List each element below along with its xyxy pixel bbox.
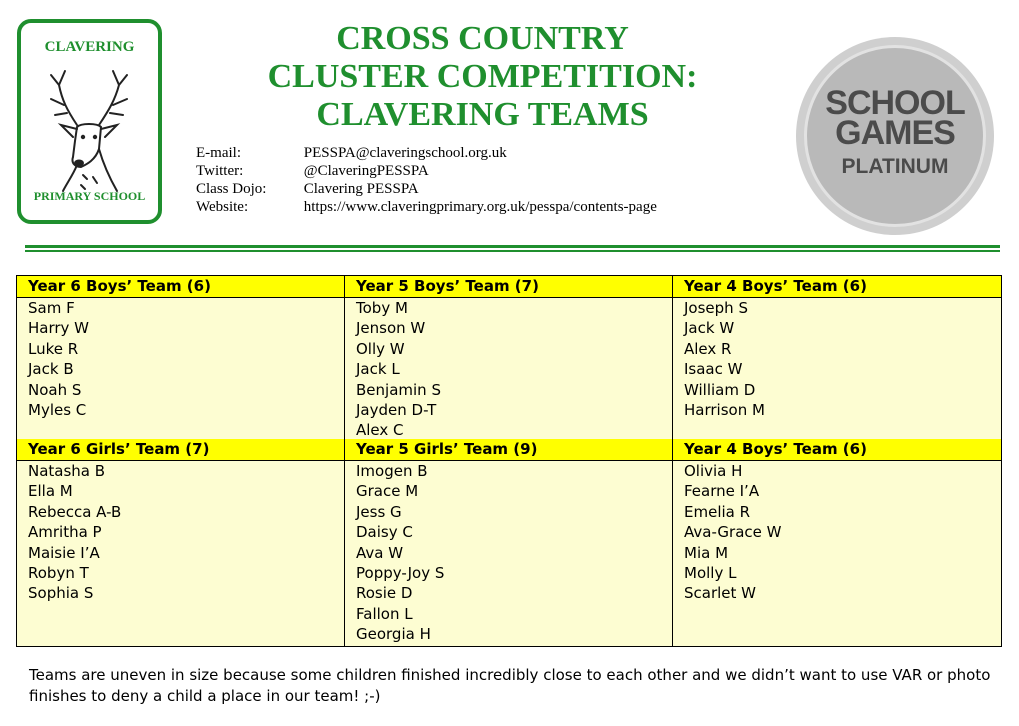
team-member: Toby M [356, 299, 408, 317]
team-member: Grace M [356, 482, 419, 501]
team-member: Alex C [356, 421, 404, 440]
team-member: Jack B [28, 360, 74, 379]
contact-label: Class Dojo: [196, 181, 267, 197]
team-member: Emelia R [684, 502, 751, 521]
team-member: Joseph S [684, 299, 748, 317]
contact-twitter [196, 162, 657, 180]
team-member: Maisie I’A [28, 543, 100, 562]
stag-icon [37, 65, 142, 195]
team-member: Rosie D [356, 584, 413, 603]
badge-title [807, 84, 983, 152]
contact-value: PESSPA@claveringschool.org.uk [303, 145, 507, 161]
contact-value: https://www.claveringprimary.org.uk/pesspa/contents-page [303, 199, 657, 215]
contact-details [196, 144, 657, 216]
team-member: Mia M [684, 543, 729, 562]
team-header: Year 5 Girls’ Team (9) [345, 439, 672, 461]
team-cell [17, 276, 345, 439]
team-member: Jack W [684, 319, 735, 338]
team-member: Benjamin S [356, 380, 441, 399]
team-member: Alex R [684, 339, 732, 358]
team-member: Jack L [356, 360, 400, 379]
title-line: CLAVERING TEAMS [316, 96, 649, 133]
team-member: Sam F [28, 299, 75, 317]
team-member: Daisy C [356, 523, 413, 542]
team-member: Fearne I’A [684, 482, 760, 501]
team-member: Ella M [28, 482, 73, 501]
team-members [345, 298, 672, 441]
teams-row-girls [17, 439, 1001, 646]
team-member: Jess G [356, 502, 402, 521]
footnote: Teams are uneven in size because some children finished incredibly close to each other and we didn’t want to use VAR or photo finishes to deny a child a place in our team! ;-) [29, 666, 991, 705]
contact-website [196, 198, 657, 216]
contact-label: Website: [196, 199, 249, 215]
title-line: CROSS COUNTRY [336, 20, 629, 57]
contact-class-dojo [196, 180, 657, 198]
team-members [345, 461, 672, 645]
team-member: William D [684, 380, 756, 399]
team-member: Olivia H [684, 462, 743, 480]
badge-level: PLATINUM [841, 155, 949, 178]
team-member: Luke R [28, 339, 79, 358]
team-member: Jayden D-T [356, 400, 437, 419]
team-member: Jenson W [356, 319, 426, 338]
team-cell [345, 439, 673, 646]
contact-email [196, 144, 657, 162]
team-members [17, 298, 344, 420]
divider [25, 245, 1000, 248]
team-member: Rebecca A-B [28, 502, 122, 521]
teams-row-boys [17, 276, 1001, 440]
team-header: Year 4 Boys’ Team (6) [673, 276, 1001, 298]
contact-label: E-mail: [196, 145, 241, 161]
badge-line: SCHOOL [825, 84, 965, 122]
school-logo [17, 19, 162, 224]
team-member: Isaac W [684, 360, 743, 379]
team-member: Harry W [28, 319, 90, 338]
teams-table [16, 275, 1002, 647]
team-members [17, 461, 344, 604]
page-title [230, 20, 735, 134]
team-members [673, 461, 1001, 604]
team-header: Year 6 Boys’ Team (6) [17, 276, 344, 298]
team-member: Amritha P [28, 523, 102, 542]
team-member: Molly L [684, 563, 737, 582]
team-member: Scarlet W [684, 584, 757, 603]
contact-value: @ClaveringPESSPA [303, 163, 429, 179]
team-member: Ava-Grace W [684, 523, 782, 542]
team-member: Fallon L [356, 604, 413, 623]
team-member: Poppy-Joy S [356, 563, 445, 582]
team-member: Harrison M [684, 400, 765, 419]
team-member: Noah S [28, 380, 82, 399]
team-cell [673, 276, 1001, 439]
team-member: Natasha B [28, 462, 106, 480]
team-member: Ava W [356, 543, 404, 562]
team-members [673, 298, 1001, 420]
team-cell [17, 439, 345, 646]
team-cell [673, 439, 1001, 646]
title-line: CLUSTER COMPETITION: [267, 58, 698, 95]
divider [25, 250, 1000, 252]
contact-label: Twitter: [196, 163, 244, 179]
team-member: Imogen B [356, 462, 428, 480]
team-member: Myles C [28, 400, 87, 419]
logo-bottom-text: PRIMARY SCHOOL [33, 189, 146, 203]
team-member: Georgia H [356, 625, 431, 644]
badge-line: GAMES [835, 114, 955, 152]
team-member: Sophia S [28, 584, 94, 603]
team-header: Year 5 Boys’ Team (7) [345, 276, 672, 298]
team-header: Year 6 Girls’ Team (7) [17, 439, 344, 461]
school-games-platinum-badge [796, 37, 994, 235]
team-header: Year 4 Boys’ Team (6) [673, 439, 1001, 461]
badge-inner [804, 45, 986, 227]
team-member: Robyn T [28, 563, 89, 582]
team-cell [345, 276, 673, 439]
team-member: Olly W [356, 339, 405, 358]
logo-top-text: CLAVERING [44, 39, 135, 55]
contact-value: Clavering PESSPA [303, 181, 419, 197]
